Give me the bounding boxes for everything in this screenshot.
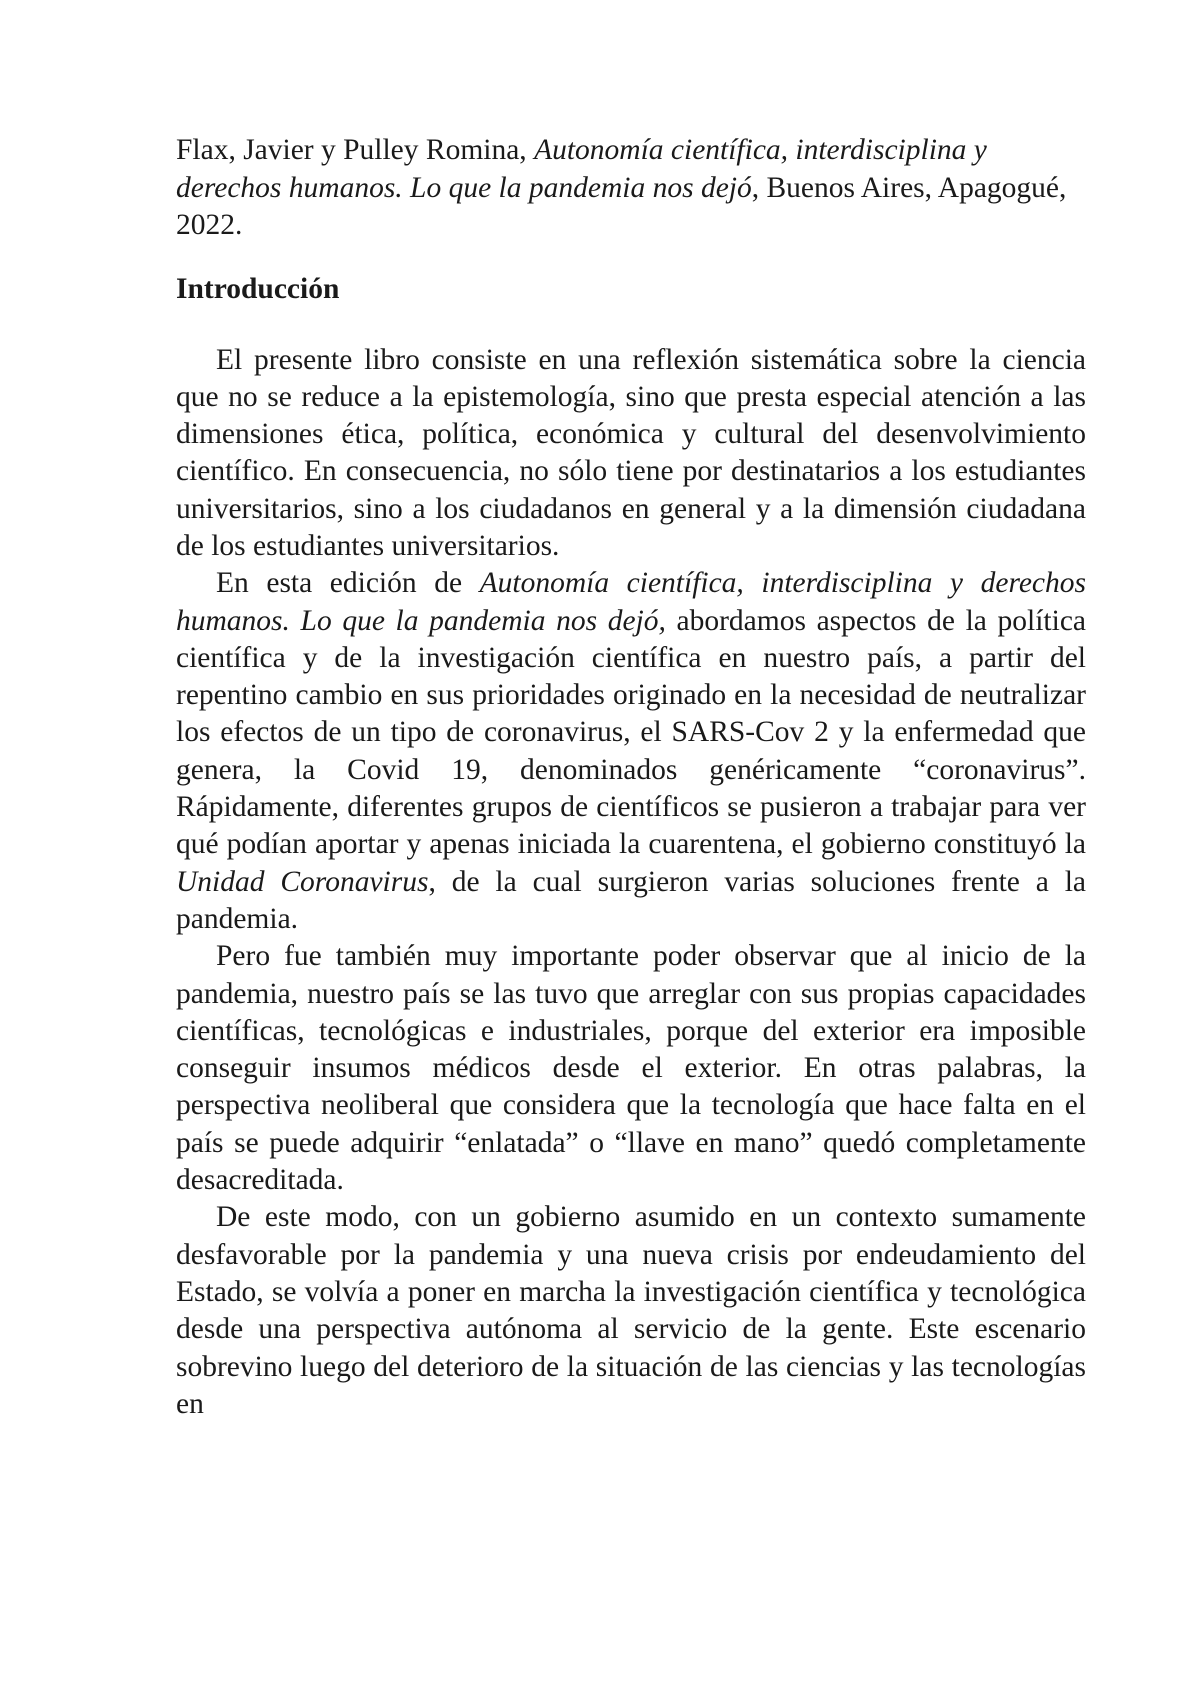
paragraph-2-middle: abordamos aspectos de la política científica y de la investigación científica en nuestro país, a partir del repentino cambio en sus prioridades originado en la necesidad de neutralizar los efectos de un tipo de coronavirus, el SARS-Cov 2 y la enfermedad que genera, la Covid 19, denominados genéricamente “coronavirus”. Rápidamente, diferentes grupos de científicos se pusieron a trabajar para ver qué podían aportar y apenas iniciada la cuarentena, el gobierno constituyó la [176,604,1086,861]
paragraph-2 [176,565,1086,938]
paragraph-4: De este modo, con un gobierno asumido en un contexto sumamente desfavorable por la pandemia y una nueva crisis por endeudamiento del Estado, se volvía a poner en marcha la investigación científica y tecnológica desde una perspectiva autónoma al servicio de la gente. Este escenario sobrevino luego del deterioro de la situación de las ciencias y las tecnologías en [176,1201,1086,1420]
section-body [176,342,1086,1424]
bibliographic-citation [176,132,1086,245]
citation-publisher: , Buenos Aires, Apagogué, 2022. [176,171,1067,241]
paragraph-2-book-title: Autonomía científica, interdisciplina y derechos humanos. Lo que la pandemia nos dejó, [176,567,1086,637]
paragraph-3: Pero fue también muy importante poder observar que al inicio de la pandemia, nuestro país se las tuvo que arreglar con sus propias capacidades científicas, tecnológicas e industriales, porque del exterior era imposible conseguir insumos médicos desde el exterior. En otras palabras, la perspectiva neoliberal que considera que la tecnología que hace falta en el país se puede adquirir “enlatada” o “llave en mano” quedó completamente desacreditada. [176,940,1086,1197]
citation-authors: Flax, Javier y Pulley Romina, [176,134,535,166]
paragraph-2-end: , de la cual surgieron varias soluciones frente a la pandemia. [176,865,1087,935]
document-page [176,132,1086,1423]
section-heading: Introducción [176,272,340,305]
paragraph-1: El presente libro consiste en una reflexión sistemática sobre la ciencia que no se reduce a la epistemología, sino que presta especial atención a las dimensiones ética, política, económica y cultural del desenvolvimiento científico. En consecuencia, no sólo tiene por destinatarios a los estudiantes universitarios, sino a los ciudadanos en general y a la dimensión ciudadana de los estudiantes universitarios. [176,343,1086,562]
citation-book-title: Autonomía científica, interdisciplina y derechos humanos. Lo que la pandemia nos dejó [176,134,987,204]
paragraph-2-unit-name: Unidad Coronavirus [176,865,429,898]
paragraph-2-intro: En esta edición de [216,567,480,600]
